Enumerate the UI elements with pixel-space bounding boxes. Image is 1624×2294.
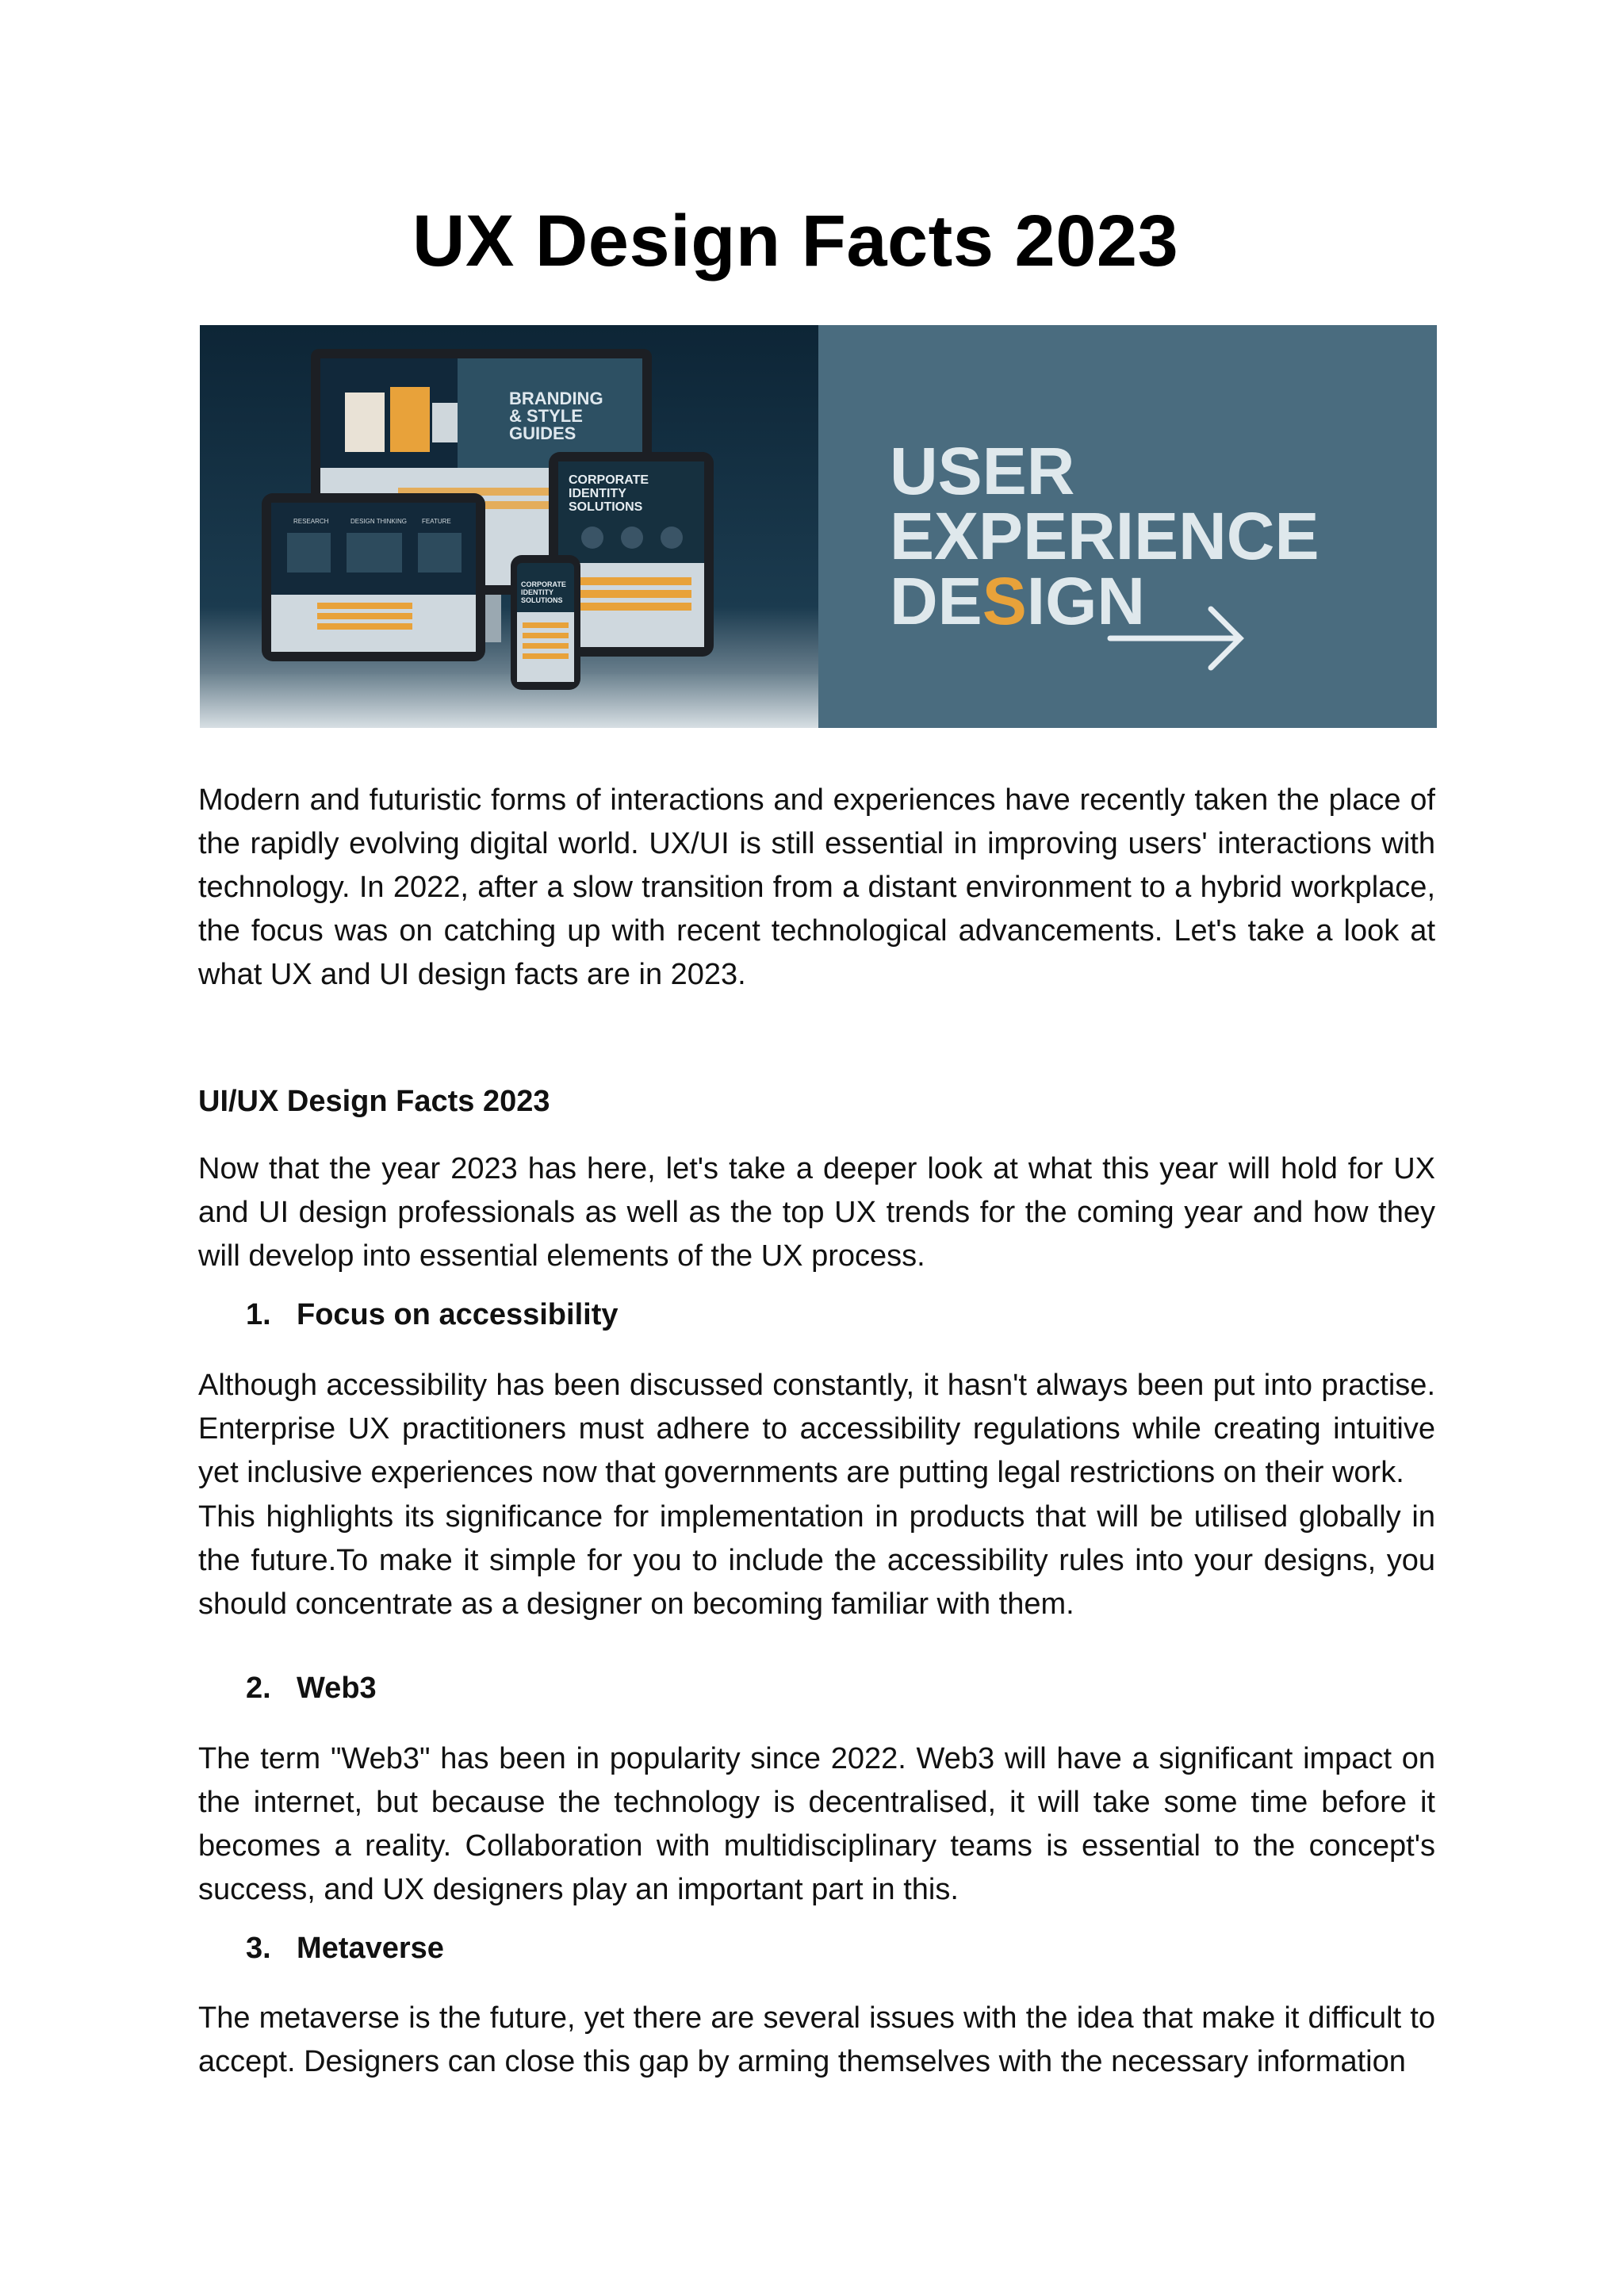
banner-screen-heading-line3: GUIDES	[509, 423, 576, 443]
tablet-heading-line3: SOLUTIONS	[569, 500, 643, 514]
list-heading-text: Web3	[297, 1672, 377, 1705]
paragraph: Although accessibility has been discussed constantly, it hasn't always been put into practise. Enterprise UX practitioners must adhere to accessibility regulations while creating intuitive yet inclusive experiences now that governments are putting legal restrictions on their work.	[198, 1369, 1435, 1489]
list-number: 1.	[246, 1298, 271, 1331]
banner-word-user: USER	[890, 434, 1075, 508]
intro-paragraph: Modern and futuristic forms of interactions and experiences have recently taken the place of the rapidly evolving digital world. UX/UI is still essential in improving users' interactions with technology. In 2022, after a slow transition from a distant environment to a hybrid workplace, the focus was on catching up with recent technological advancements. Let's take a look at what UX and UI design facts are in 2023.	[198, 783, 1435, 991]
section-intro-paragraph: Now that the year 2023 has here, let's take a deeper look at what this year will hold for UX and UI design professionals as well as the top UX trends for the coming year and how they will develop into essential elements of the UX process.	[198, 1152, 1435, 1273]
list-number: 3.	[246, 1932, 271, 1965]
paragraph: The term "Web3" has been in popularity since 2022. Web3 will have a significant impact on the internet, but because the technology is decentralised, it will take some time before it becomes a reality. Collaboration with multidisciplinary teams is essential to the concept's success, and UX designers play an important part in this.	[198, 1742, 1435, 1906]
banner-screen-heading-line2: & STYLE	[509, 406, 583, 426]
phone-heading-line1: CORPORATE	[521, 580, 566, 588]
banner-image	[200, 325, 1437, 728]
list-heading-text: Metaverse	[297, 1932, 444, 1965]
ipad-illustration	[262, 493, 485, 661]
ipad-col-feature: FEATURE	[422, 518, 451, 525]
tablet-heading-line1: CORPORATE	[569, 473, 649, 487]
banner-screen-heading-line1: BRANDING	[509, 389, 603, 408]
banner-word-experience: EXPERIENCE	[890, 499, 1320, 573]
page-title: UX Design Facts 2023	[412, 201, 1179, 281]
section-heading: UI/UX Design Facts 2023	[198, 1085, 550, 1118]
list-item-heading	[246, 1298, 618, 1332]
ipad-col-design-thinking: DESIGN THINKING	[350, 518, 407, 525]
ipad-col-research: RESEARCH	[293, 518, 329, 525]
phone-illustration	[511, 555, 580, 690]
banner-word-design: DESIGN	[890, 564, 1146, 638]
paragraph: This highlights its significance for implementation in products that will be utilised globally in the future.To make it simple for you to include the accessibility rules into your designs, you should concentrate as a designer on becoming familiar with them.	[198, 1500, 1435, 1621]
list-number: 2.	[246, 1672, 271, 1705]
paragraph: The metaverse is the future, yet there are several issues with the idea that make it difficult to accept. Designers can close this gap by arming themselves with the necessary information	[198, 2001, 1435, 2078]
phone-heading-line3: SOLUTIONS	[521, 596, 563, 604]
list-heading-text: Focus on accessibility	[297, 1298, 619, 1331]
list-item-heading	[246, 1932, 444, 1966]
list-item-heading	[246, 1672, 377, 1706]
phone-heading-line2: IDENTITY	[521, 588, 554, 596]
tablet-heading-line2: IDENTITY	[569, 487, 626, 500]
